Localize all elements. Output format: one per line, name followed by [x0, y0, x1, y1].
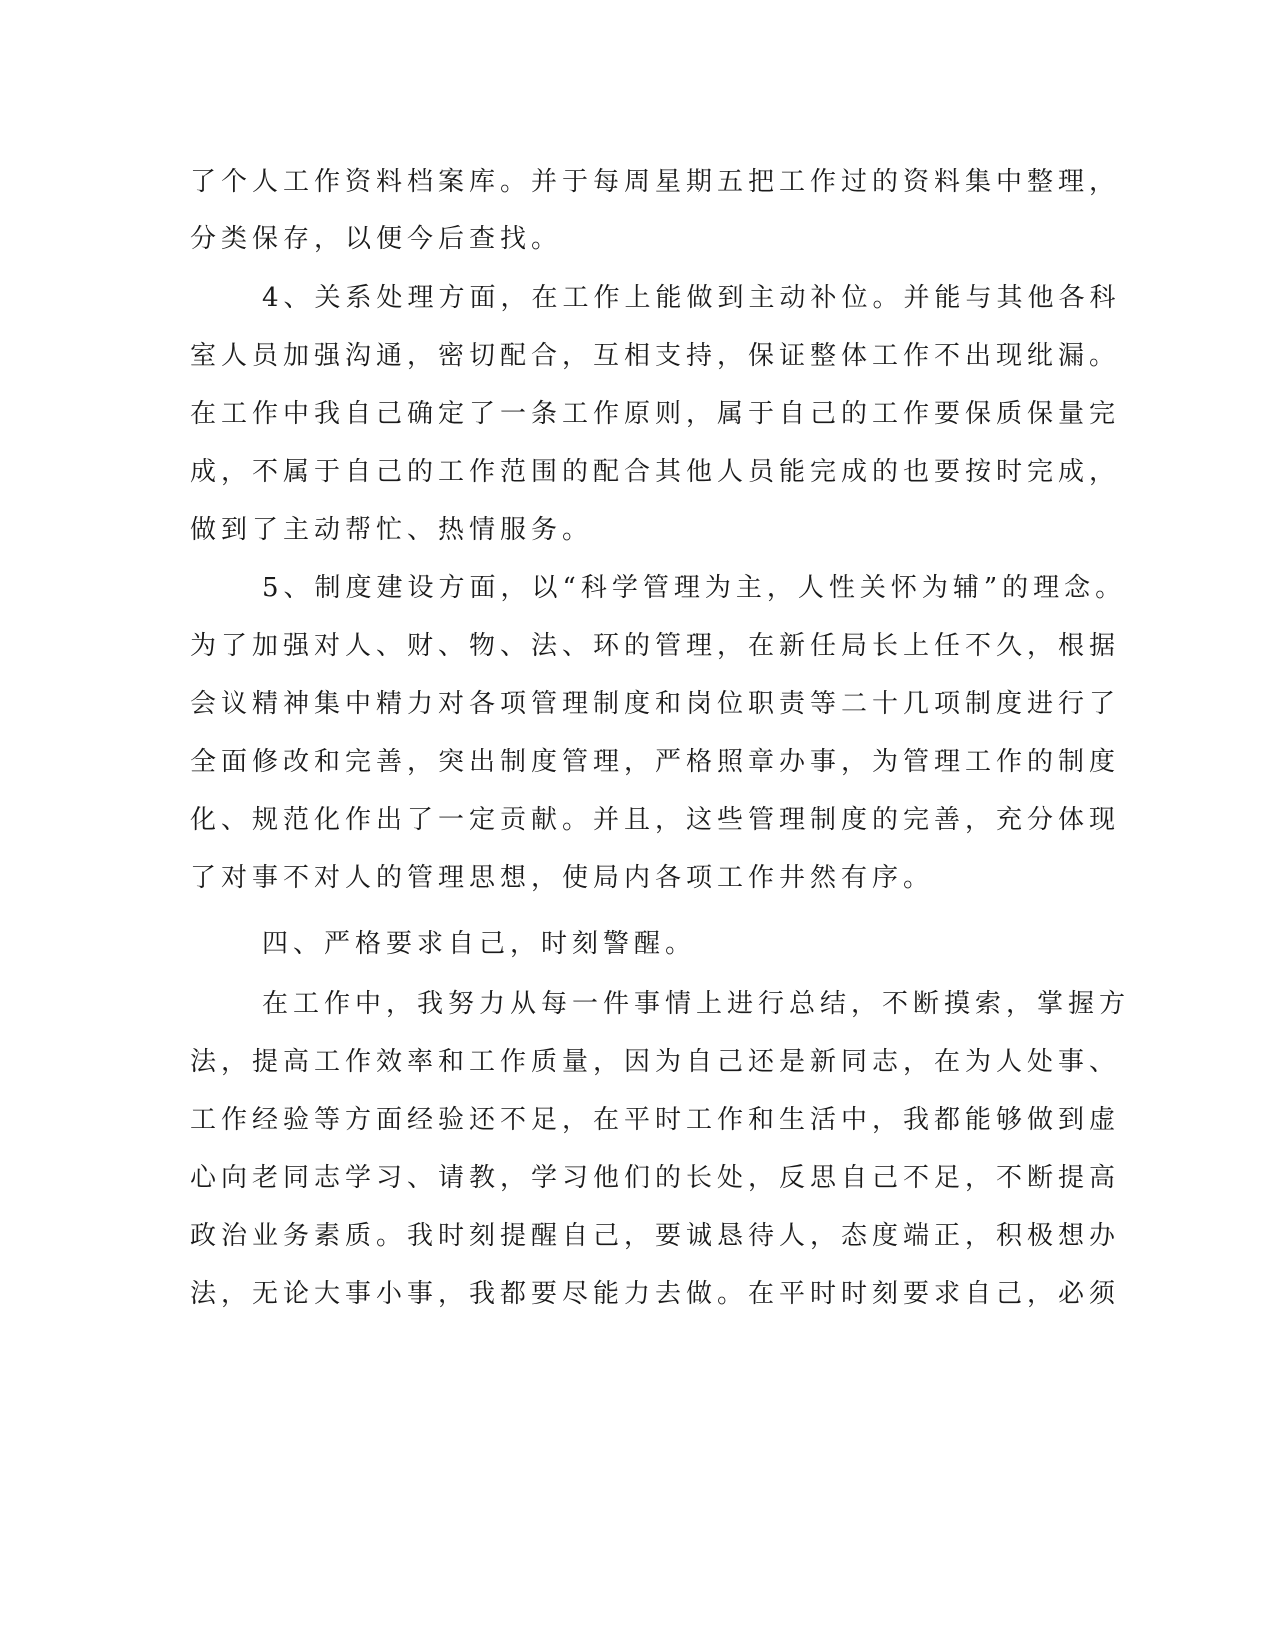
- section-heading: 四、严格要求自己，时刻警醒。: [262, 929, 697, 959]
- text-line-3: 4、关系处理方面，在工作上能做到主动补位。并能与其他各科: [262, 283, 1121, 313]
- text-line-15: 在工作中，我努力从每一件事情上进行总结，不断摸索，掌握方: [262, 989, 1131, 1019]
- text-line-4: 室人员加强沟通，密切配合，互相支持，保证整体工作不出现纰漏。: [190, 341, 1121, 371]
- text-line-20: 法，无论大事小事，我都要尽能力去做。在平时时刻要求自己，必须: [190, 1279, 1121, 1309]
- text-line-6: 成，不属于自己的工作范围的配合其他人员能完成的也要按时完成，: [190, 457, 1121, 487]
- text-line-16: 法，提高工作效率和工作质量，因为自己还是新同志，在为人处事、: [190, 1047, 1121, 1077]
- text-line-18: 心向老同志学习、请教，学习他们的长处，反思自己不足，不断提高: [190, 1163, 1121, 1193]
- text-line-11: 全面修改和完善，突出制度管理，严格照章办事，为管理工作的制度: [190, 747, 1121, 777]
- text-line-1: 了个人工作资料档案库。并于每周星期五把工作过的资料集中整理，: [190, 167, 1121, 197]
- text-line-10: 会议精神集中精力对各项管理制度和岗位职责等二十几项制度进行了: [190, 689, 1121, 719]
- text-line-13: 了对事不对人的管理思想，使局内各项工作井然有序。: [190, 863, 935, 893]
- text-line-8: 5、制度建设方面，以“科学管理为主，人性关怀为辅”的理念。: [262, 573, 1127, 603]
- text-line-2: 分类保存，以便今后查找。: [190, 224, 563, 254]
- text-line-7: 做到了主动帮忙、热情服务。: [190, 515, 594, 545]
- text-line-19: 政治业务素质。我时刻提醒自己，要诚恳待人，态度端正，积极想办: [190, 1221, 1121, 1251]
- text-line-17: 工作经验等方面经验还不足，在平时工作和生活中，我都能够做到虚: [190, 1105, 1121, 1135]
- text-line-5: 在工作中我自己确定了一条工作原则，属于自己的工作要保质保量完: [190, 399, 1121, 429]
- text-line-9: 为了加强对人、财、物、法、环的管理，在新任局长上任不久，根据: [190, 631, 1121, 661]
- text-line-12: 化、规范化作出了一定贡献。并且，这些管理制度的完善，充分体现: [190, 805, 1121, 835]
